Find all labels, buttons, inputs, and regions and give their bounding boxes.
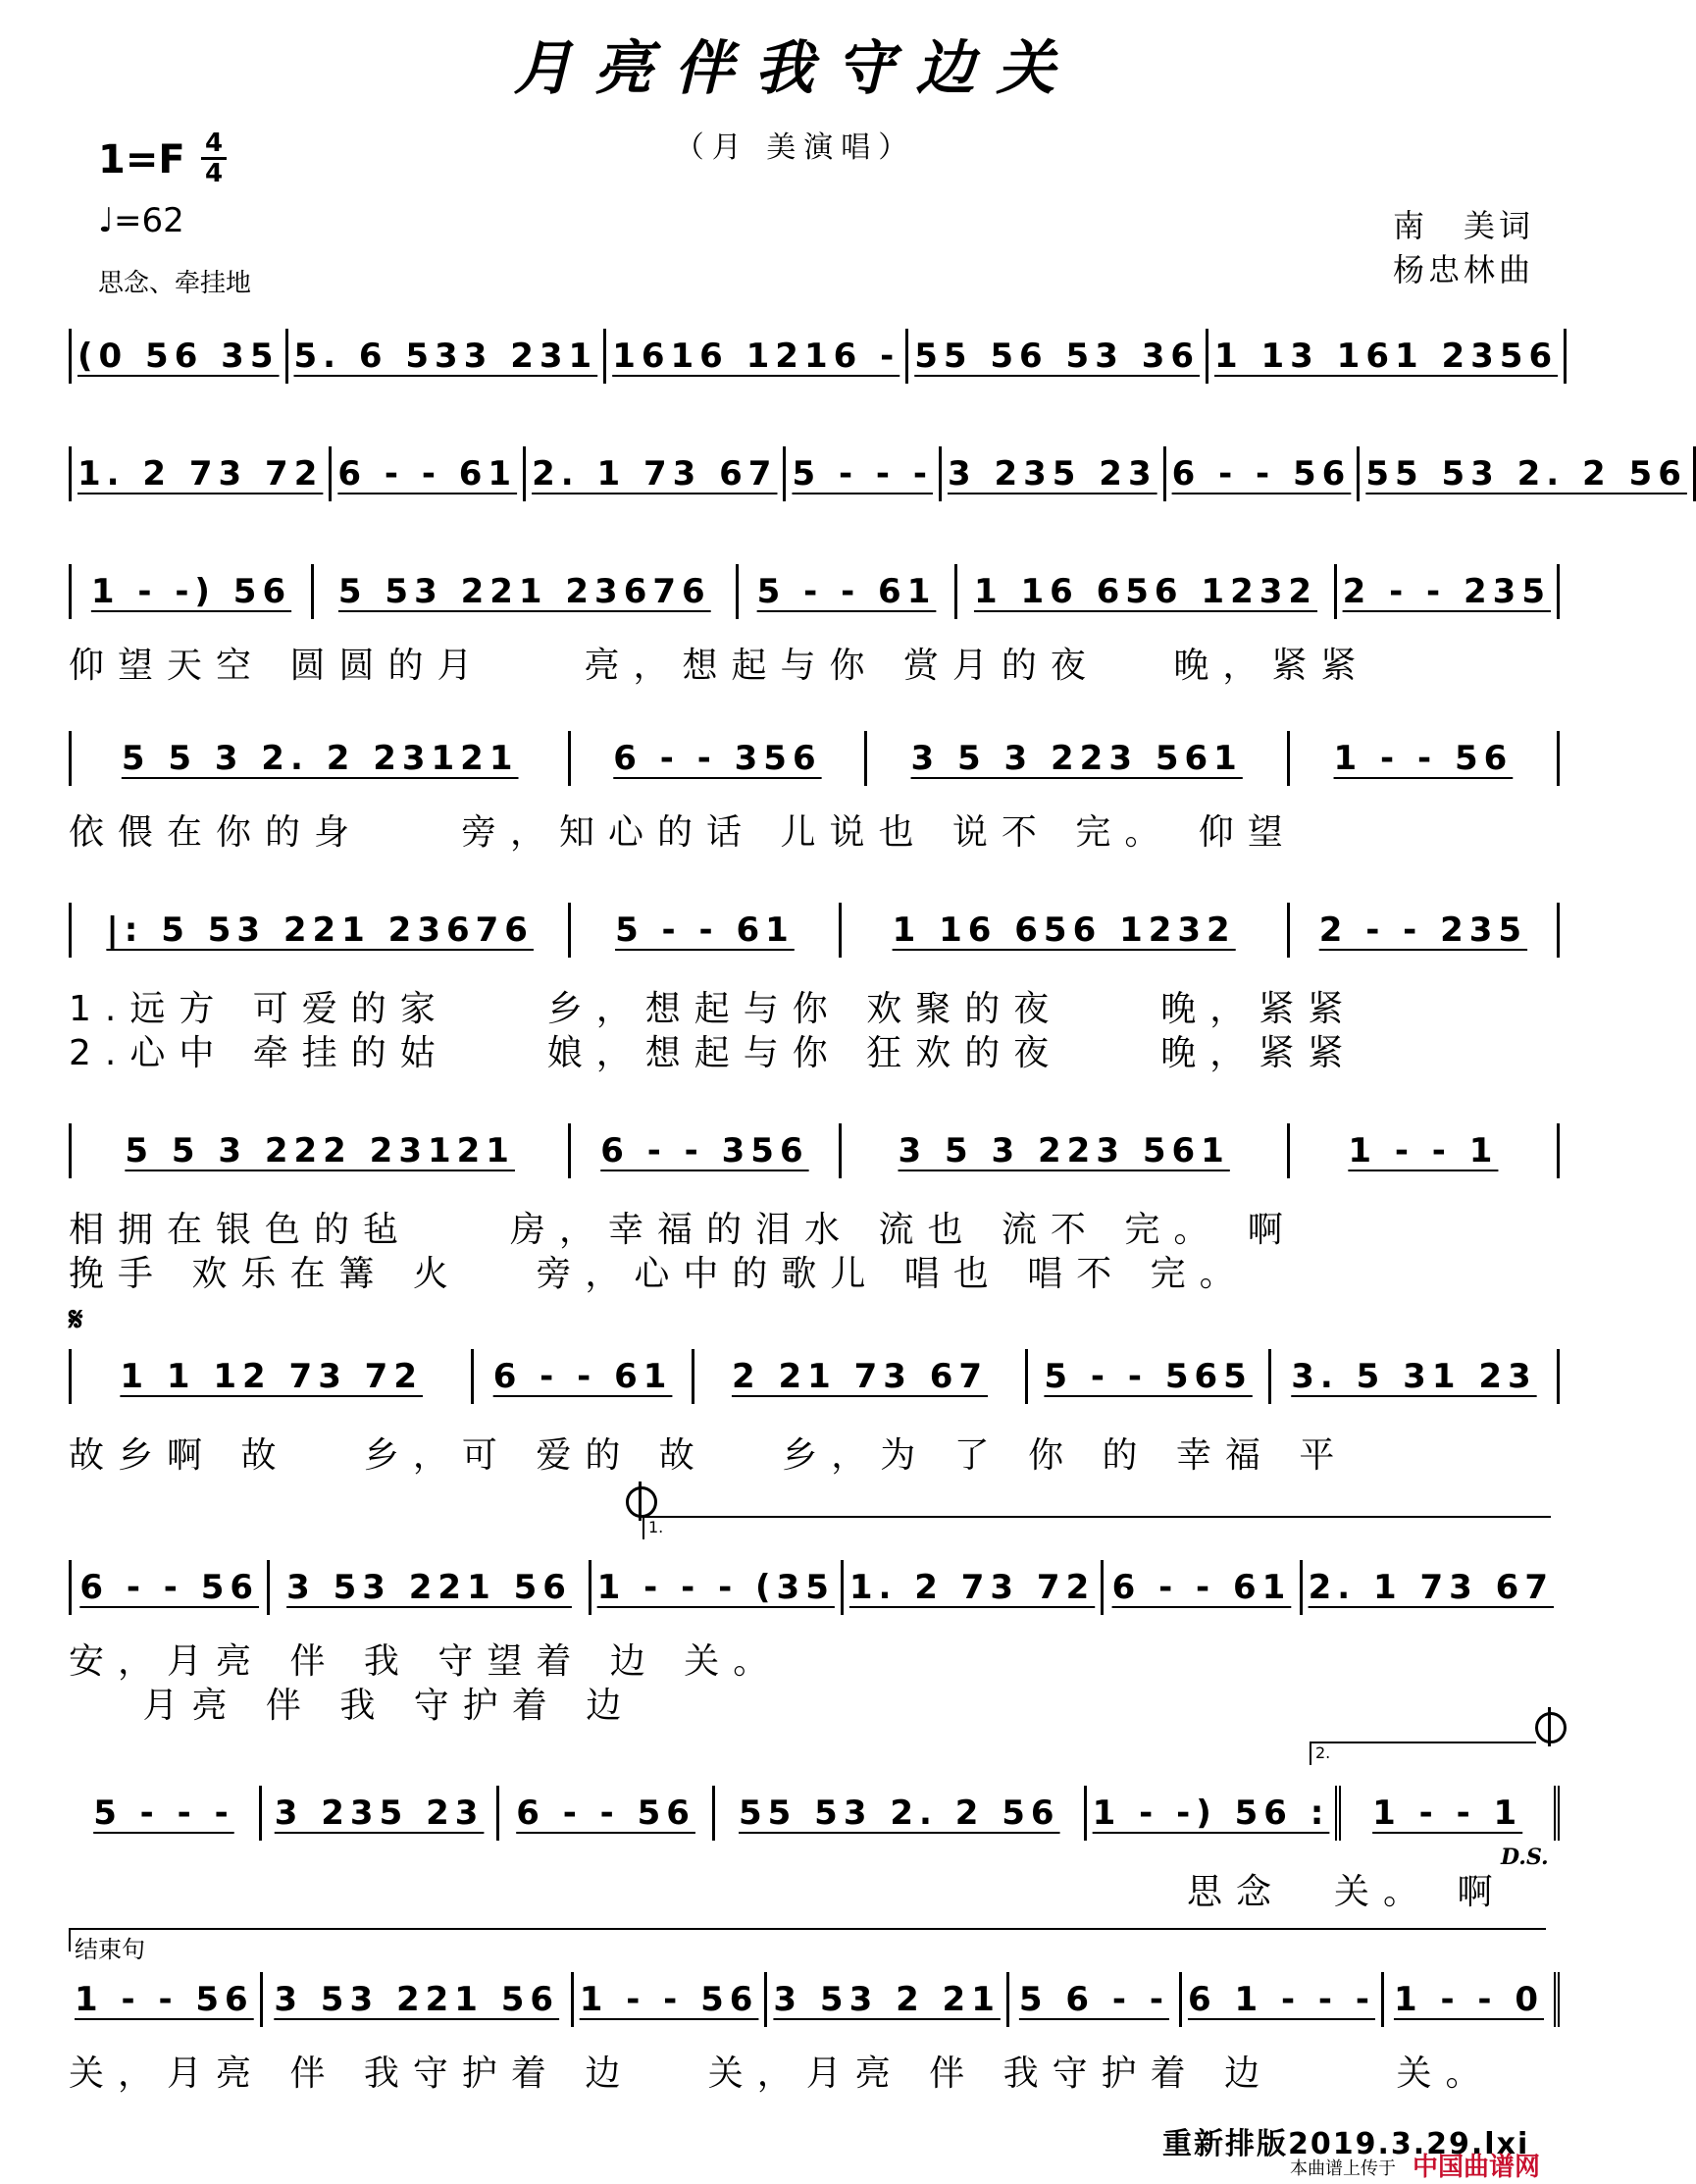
notes: 1 1 12 73 72 — [120, 1357, 423, 1396]
notes: 3 5 3 223 561 — [910, 739, 1243, 778]
volta-bracket-1 — [642, 1516, 1551, 1539]
notes: 3 53 221 56 — [286, 1568, 572, 1607]
measure — [1384, 1972, 1560, 2027]
notes: 3 53 2 21 — [773, 1980, 1001, 2019]
notes: 1. 2 73 72 — [848, 1568, 1096, 1607]
notes: 5 - - 61 — [756, 572, 937, 611]
notes: 5 5 3 222 23121 — [125, 1131, 515, 1170]
dal-segno-marking: D.S. — [1501, 1845, 1549, 1870]
measure — [69, 1349, 474, 1404]
time-signature-bottom: 4 — [204, 159, 224, 188]
notes: 3. 5 31 23 — [1291, 1357, 1537, 1396]
time-signature-top: 4 — [204, 129, 224, 158]
measure — [908, 329, 1208, 384]
notes: 6 - - 61 — [492, 1357, 673, 1396]
measure — [767, 1972, 1008, 2027]
measure — [715, 1786, 1087, 1841]
notes: 5 - - - — [792, 454, 933, 494]
measure — [314, 564, 739, 619]
notes: 2 21 73 67 — [731, 1357, 989, 1396]
notes: 1 - - 56 — [1333, 739, 1514, 778]
notes: 1 - - 56 — [579, 1980, 759, 2019]
notes: 5 - - 61 — [615, 910, 795, 950]
notes: 2. 1 73 67 — [532, 454, 778, 494]
measure — [1208, 329, 1567, 384]
staff-line-6 — [69, 1123, 1560, 1178]
layout-note: 重新排版2019.3.29.lxi — [1162, 2127, 1530, 2161]
staff-line-7 — [69, 1349, 1560, 1404]
measure — [786, 446, 942, 501]
notes: 1616 1216 - — [612, 337, 900, 376]
notes: 3 5 3 223 561 — [898, 1131, 1230, 1170]
composer-credit: 杨忠林曲 — [1393, 251, 1535, 288]
expression-marking: 思念、牵挂地 — [98, 269, 252, 298]
volta-number: 2. — [1315, 1743, 1331, 1762]
staff-line-2 — [69, 446, 1687, 501]
notes: 6 - - 356 — [613, 739, 822, 778]
notes: 5 - - - — [93, 1794, 234, 1833]
notes: 5 5 3 2. 2 23121 — [121, 739, 519, 778]
measure — [1104, 1560, 1302, 1615]
notes: 2. 1 73 67 — [1308, 1568, 1554, 1607]
notes: 55 53 2. 2 56 — [739, 1794, 1060, 1833]
measure — [1166, 446, 1361, 501]
staff-line-9 — [69, 1786, 1560, 1841]
measure — [694, 1349, 1029, 1404]
volta-bracket-2 — [1310, 1742, 1536, 1765]
staff-line-8 — [69, 1560, 1560, 1615]
staff-line-10 — [69, 1972, 1560, 2027]
notes: 5 - - 565 — [1044, 1357, 1253, 1396]
time-signature — [201, 130, 227, 187]
notes: 2 - - 235 — [1318, 910, 1528, 950]
measure — [1360, 446, 1696, 501]
measure — [606, 329, 908, 384]
measure — [69, 1123, 571, 1178]
measure — [526, 446, 786, 501]
measure — [69, 1786, 262, 1841]
measure — [499, 1786, 715, 1841]
notes: 6 - - 56 — [1171, 454, 1352, 494]
measure — [1271, 1349, 1560, 1404]
lyric-line: 故乡啊 故 乡，可 爱的 故 乡，为 了 你 的 幸福 平 — [69, 1435, 1349, 1476]
measure — [69, 564, 314, 619]
measure — [69, 1972, 263, 2027]
measure — [574, 1972, 768, 2027]
measure — [332, 446, 526, 501]
measure — [1028, 1349, 1271, 1404]
lyricist-credit: 南 美词 — [1393, 207, 1535, 244]
lyric-line-verse-2: 月亮 伴 我 守护着 边 — [69, 1686, 636, 1726]
notes: 5 6 - - — [1018, 1980, 1169, 2019]
notes: 1 - -) 56 — [90, 572, 292, 611]
measure — [1290, 1123, 1560, 1178]
measure — [1290, 903, 1560, 958]
measure — [1182, 1972, 1384, 2027]
staff-line-4 — [69, 731, 1560, 786]
lyric-line: 关，月亮 伴 我守护着 边 关，月亮 伴 我守护着 边 关。 — [69, 2054, 1495, 2094]
measure — [1303, 1560, 1560, 1615]
singer-credit: （月 美演唱） — [674, 130, 916, 165]
measure — [69, 903, 571, 958]
measure — [1290, 731, 1560, 786]
notes: 3 53 221 56 — [274, 1980, 560, 2019]
notes: 6 - - 61 — [1111, 1568, 1292, 1607]
lyric-line-verse-1: 1.远方 可爱的家 乡，想起与你 欢聚的夜 晚，紧紧 — [69, 989, 1358, 1029]
measure — [739, 564, 958, 619]
measure — [69, 329, 288, 384]
notes: 55 56 53 36 — [914, 337, 1201, 376]
measure — [263, 1972, 574, 2027]
lyric-line: 思念 关。 啊 — [1187, 1872, 1507, 1912]
notes: 1 - - 56 — [75, 1980, 254, 2019]
site-logo — [1413, 2147, 1540, 2183]
notes: 3 235 23 — [947, 454, 1157, 494]
measure — [571, 903, 841, 958]
ending-label: 结束句 — [75, 1936, 145, 1963]
measure — [1337, 564, 1560, 619]
notes: |: 5 53 221 23676 — [106, 910, 534, 950]
measure — [69, 1560, 270, 1615]
lyric-line: 仰望天空 圆圆的月 亮，想起与你 赏月的夜 晚，紧紧 — [69, 646, 1370, 686]
lyric-line-verse-1: 相拥在银色的毡 房，幸福的泪水 流也 流不 完。 啊 — [69, 1210, 1297, 1250]
notes: (0 56 35 — [77, 337, 280, 376]
lyric-line-verse-1: 安，月亮 伴 我 守望着 边 关。 — [69, 1641, 783, 1682]
staff-line-3 — [69, 564, 1560, 619]
measure — [942, 446, 1166, 501]
measure — [844, 1560, 1104, 1615]
notes: 1 - - 1 — [1348, 1131, 1499, 1170]
notes: 1 16 656 1232 — [892, 910, 1236, 950]
coda-sign — [626, 1486, 657, 1518]
measure — [571, 731, 866, 786]
notes: 5 53 221 23676 — [337, 572, 711, 611]
measure — [1009, 1972, 1182, 2027]
measure — [571, 1123, 841, 1178]
measure — [1087, 1786, 1342, 1841]
measure — [842, 903, 1290, 958]
lyric-line: 依偎在你的身 旁，知心的话 儿说也 说不 完。 仰望 — [69, 812, 1297, 853]
notes: 6 - - 61 — [337, 454, 518, 494]
notes: 2 - - 235 — [1342, 572, 1551, 611]
measure — [591, 1560, 844, 1615]
measure — [288, 329, 607, 384]
notes: 6 - - 356 — [600, 1131, 809, 1170]
notes: 55 53 2. 2 56 — [1365, 454, 1687, 494]
measure — [1341, 1786, 1560, 1841]
measure — [957, 564, 1336, 619]
ending-bracket — [69, 1928, 1546, 1963]
song-title: 月亮伴我守边关 — [513, 34, 1077, 103]
notes: 1. 2 73 72 — [77, 454, 324, 494]
measure — [867, 731, 1290, 786]
measure — [474, 1349, 694, 1404]
tempo-marking: ♩=62 — [98, 201, 184, 240]
notes: 1 - - 1 — [1372, 1794, 1523, 1833]
measure — [69, 731, 571, 786]
upload-note: 本曲谱上传于 — [1290, 2158, 1396, 2179]
notes: 1 - - 0 — [1393, 1980, 1545, 2019]
notes: 1 16 656 1232 — [973, 572, 1318, 611]
segno-sign: 𝄋 — [69, 1300, 83, 1339]
notes: 1 13 161 2356 — [1214, 337, 1559, 376]
lyric-line-verse-2: 挽手 欢乐在篝 火 旁，心中的歌儿 唱也 唱不 完。 — [69, 1254, 1249, 1294]
notes: 1 - -) 56 : — [1092, 1794, 1330, 1833]
key-signature: 1=F — [98, 137, 185, 182]
notes: 6 1 - - - — [1187, 1980, 1375, 2019]
coda-sign — [1535, 1712, 1567, 1743]
measure — [842, 1123, 1290, 1178]
staff-line-5 — [69, 903, 1560, 958]
volta-number: 1. — [648, 1518, 664, 1536]
notes: 3 235 23 — [274, 1794, 485, 1833]
notes: 5. 6 533 231 — [293, 337, 598, 376]
measure — [69, 446, 332, 501]
staff-line-1 — [69, 329, 1560, 384]
site-name: 中国曲谱网 — [1413, 2153, 1541, 2182]
measure — [270, 1560, 591, 1615]
lyric-line-verse-2: 2.心中 牵挂的姑 娘，想起与你 狂欢的夜 晚，紧紧 — [69, 1033, 1358, 1073]
measure — [262, 1786, 499, 1841]
notes: 6 - - 56 — [79, 1568, 260, 1607]
notes: 1 - - - (35 — [596, 1568, 835, 1607]
notes: 6 - - 56 — [516, 1794, 695, 1833]
